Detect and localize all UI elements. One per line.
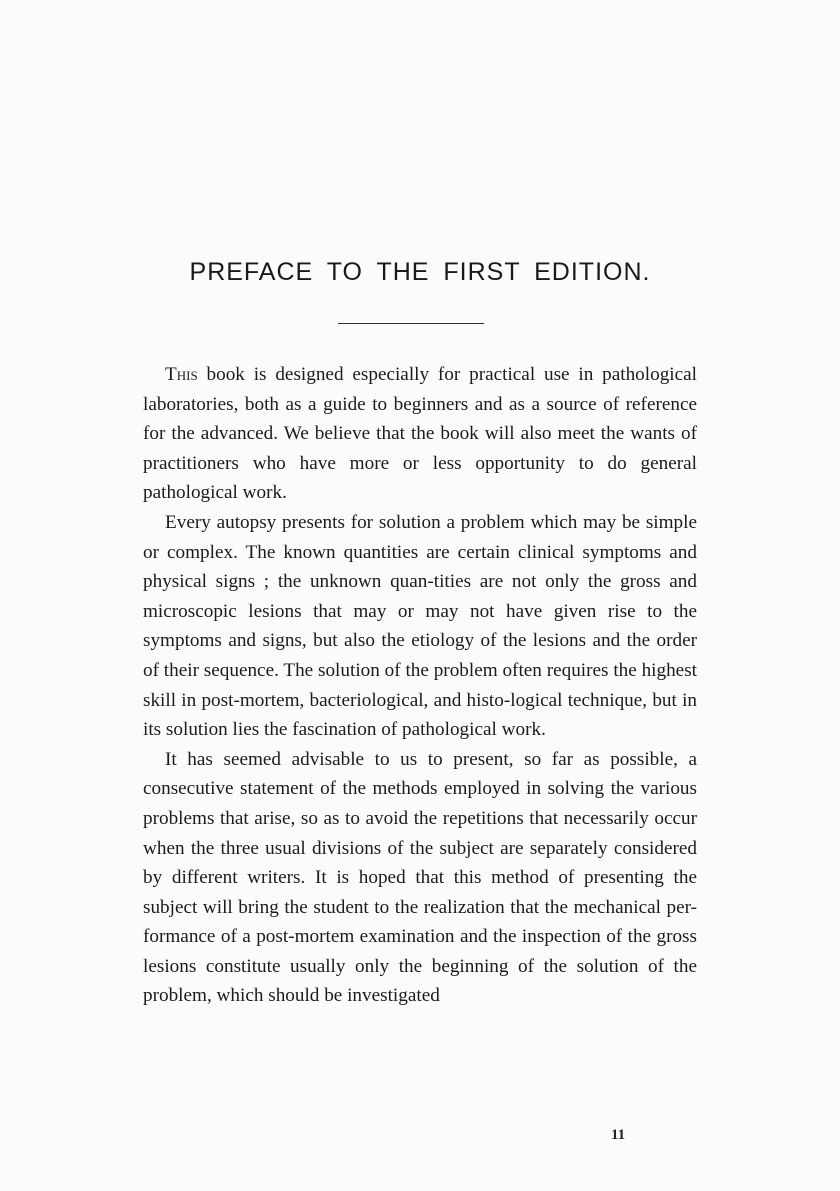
paragraph-lead-word: This: [165, 364, 198, 385]
page-number: 11: [611, 1127, 626, 1143]
paragraph-2: [143, 508, 697, 745]
page-title: PREFACE TO THE FIRST EDITION.: [189, 258, 651, 286]
paragraph-3: [143, 745, 697, 1011]
paragraph-1: [143, 360, 697, 508]
paragraph-text: book is designed especially for practical use in pathological laboratories, both as a guide to beginners and as a source of reference for the advanced. We believe that the book will also meet the wants of practitioners who have more or less opportunity to do general pathological work.: [143, 364, 697, 504]
preface-body: [143, 360, 697, 1011]
paragraph-text: Every autopsy presents for solution a problem which may be simple or complex. The known quantities are certain clinical symptoms and physical signs ; the unknown quan-tities are not only the gross and microscopic lesions that may or may not have given rise to the symptoms and signs, but also the etiology of the lesions and the order of their sequence. The solution of the problem often requires the highest skill in post-mortem, bacteriological, and histo-logical technique, but in its solution lies the fascination of pathological work.: [143, 511, 697, 741]
paragraph-text: It has seemed advisable to us to present, so far as possible, a consecutive statement of the methods employed in solving the various problems that arise, so as to avoid the repetitions that necessarily occur when the three usual divisions of the subject are separately considered by different writers. It is hoped that this method of presenting the subject will bring the student to the realization that the mechanical per-formance of a post-mortem examination and the inspection of the gross lesions constitute usually only the beginning of the solution of the problem, which should be investigated: [143, 748, 697, 1007]
title-divider: [338, 323, 484, 324]
